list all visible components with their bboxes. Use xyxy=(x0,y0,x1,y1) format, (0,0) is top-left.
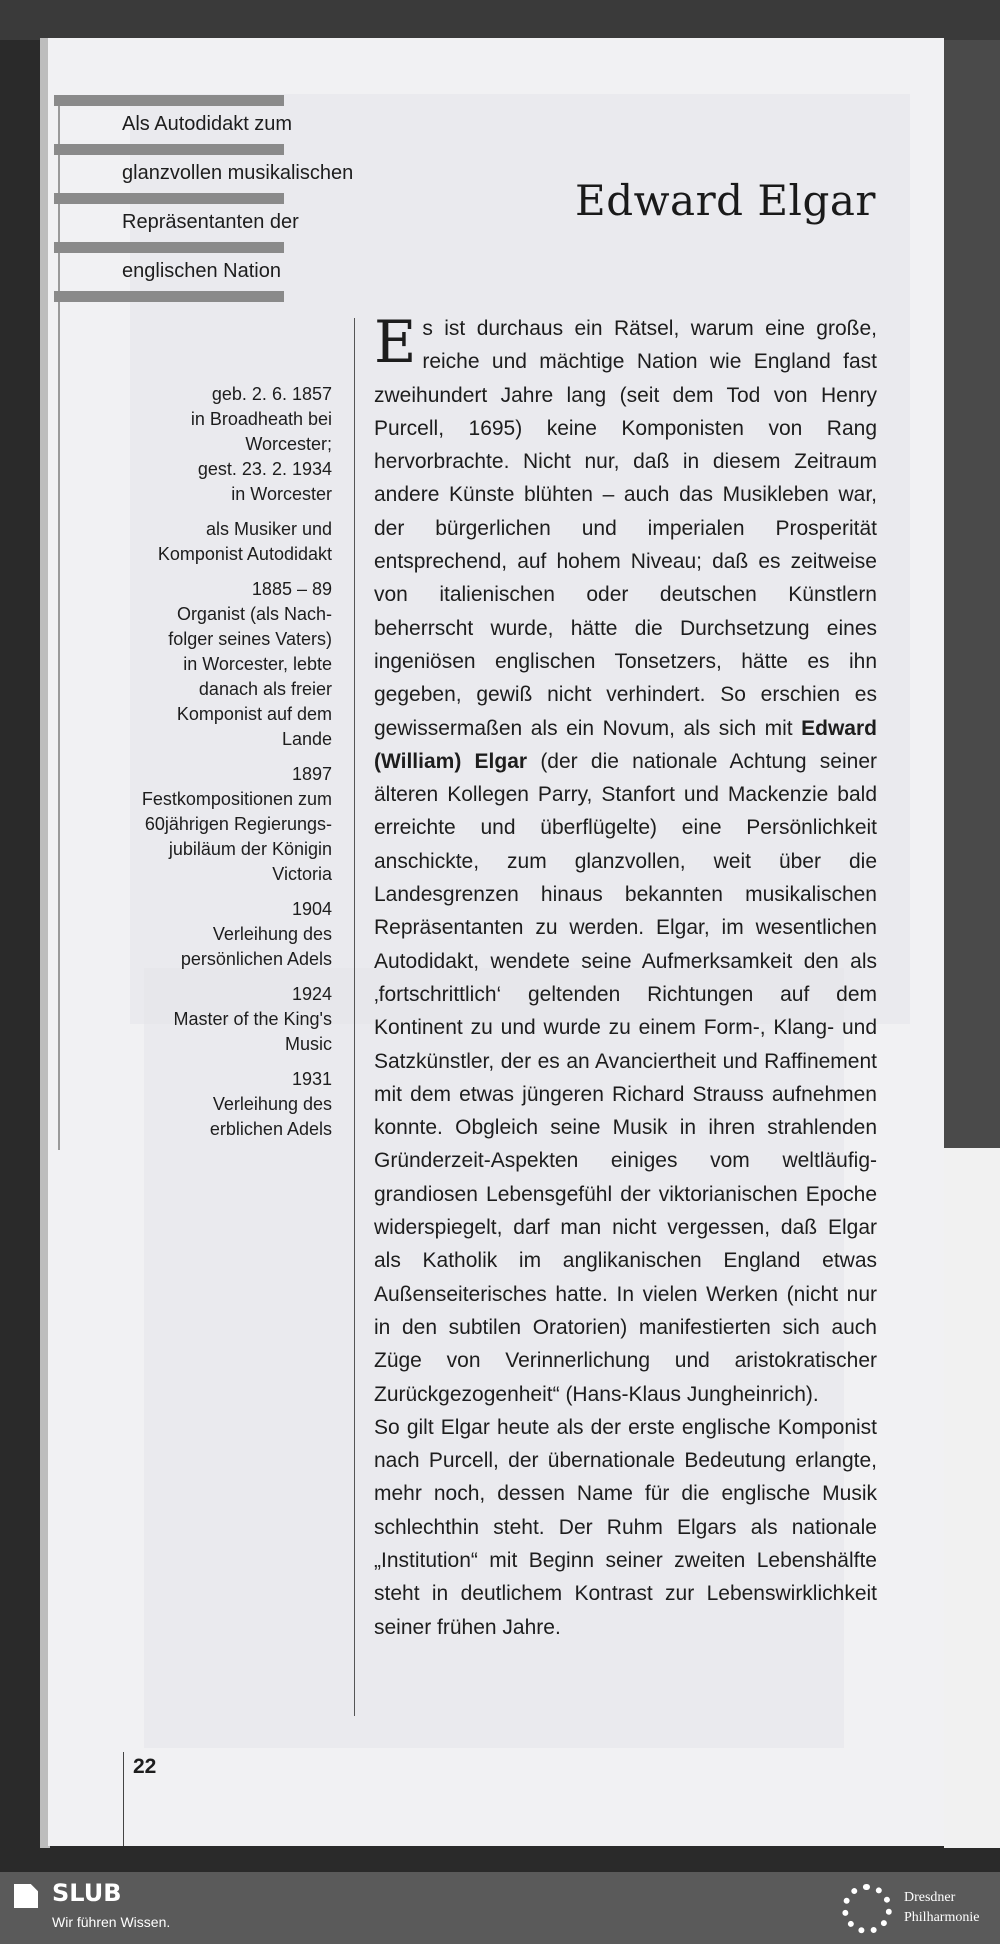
intro-stripe xyxy=(54,95,284,106)
intro-line: glanzvollen musikalischen xyxy=(122,162,354,184)
bio-year: 1904 xyxy=(291,899,332,919)
page-number-rule xyxy=(123,1752,124,1846)
body-text: s ist durchaus ein Rätsel, warum eine große, reiche und mächtige Nation wie England fast zweihundert Jahre lang (seit dem Tod von Henry Purcell, 1695) keine Komponisten von Rang hervorbrachte. Nicht nur, daß in diesem Zeitraum andere Künste blühten – auch das Musikleben war, der bürgerlichen und imperialen Prosperität entsprechend, auf hohem Niveau; daß es zeitweise von italienischen oder deutschen Künstlern beherrscht wurde, hätte die Durchsetzung eines ingeniösen englischen Tonsetzers, hätte es ihn gegeben, gewiß nicht verhindert. So erschien es gewissermaßen als ein Novum, als sich mit xyxy=(374,317,877,740)
bio-entry xyxy=(110,1067,332,1142)
library-tagline: Wir führen Wissen. xyxy=(52,1914,171,1930)
bio-entry xyxy=(110,577,332,752)
bio-entry xyxy=(110,762,332,887)
bio-year: 1897 xyxy=(291,764,332,784)
partner-name: Philharmonie xyxy=(904,1910,980,1925)
bio-year: 1924 xyxy=(291,984,332,1004)
drop-cap: E xyxy=(374,308,417,376)
intro-stripe xyxy=(54,193,284,204)
scan-background xyxy=(0,0,1000,40)
next-page-edge xyxy=(944,1148,1000,1848)
intro-stripe xyxy=(54,291,284,302)
composer-name: Edward (William) Elgar xyxy=(374,716,877,773)
page-number: 22 xyxy=(133,1755,157,1778)
bio-year: 1885 – 89 xyxy=(251,579,332,599)
article-body xyxy=(374,308,877,1644)
partner-name: Dresdner xyxy=(904,1890,956,1905)
library-name: SLUB xyxy=(52,1879,122,1907)
bio-entry xyxy=(110,897,332,972)
article-title: Edward Elgar xyxy=(575,176,876,225)
bio-entry xyxy=(110,517,332,567)
bio-text: Master of the King's Music xyxy=(173,1009,332,1054)
philharmonie-logo-icon xyxy=(842,1884,892,1934)
bio-text: Verleihung des persönlichen Adels xyxy=(180,924,332,969)
bio-text: als Musiker und Komponist Autodidakt xyxy=(157,519,332,564)
body-paragraph: So gilt Elgar heute als der erste englische Komponist nach Purcell, der übernationale Bedeutung erlangte, mehr noch, dessen Name für die englische Musik schlechthin steht. Der Ruhm Elgars als nationale „Institution“ mit Beginn seiner zweiten Lebenshälfte steht in deutlichem Kontrast zur Lebenswirklichkeit seiner frühen Jahre. xyxy=(374,1415,877,1639)
bio-year: 1931 xyxy=(291,1069,332,1089)
intro-stripe xyxy=(54,242,284,253)
intro-line: Repräsentanten der xyxy=(122,211,299,233)
margin-rule xyxy=(58,96,60,1150)
body-paragraph xyxy=(374,308,877,1411)
body-text: (der die nationale Achtung seiner älteren Kollegen Parry, Stanfort und Mackenzie bald erreichte und überflügelte) eine Persönlichkeit anschickte, zum glanzvollen, weit über die Landesgrenzen hinaus bekannten musikalischen Repräsentanten zu werden. Elgar, im wesentlichen Autodidakt, wendete seine Aufmerksamkeit den als ‚fortschrittlich‘ geltenden Richtungen auf dem Kontinent zu und wurde zu einem Form-, Klang- und Satzkünstler, der es an Avanciertheit und Raffinement mit dem etwas jüngeren Richard Strauss aufnehmen konnte. Obgleich seine Musik in ihren strahlenden Gründerzeit-Aspekten einiges vom weltläufig-grandiosen Lebensgefühl der viktorianischen Epoche widerspiegelt, darf man nicht vergessen, daß Elgar als Katholik im anglikanischen England etwas Außenseiterisches hatte. In vielen Werken (nicht nur in den subtilen Oratorien) manifestierten sich auch Züge von Verinnerlichung und aristokratischer Zurückgezogenheit“ (Hans-Klaus Jungheinrich). xyxy=(374,749,877,1406)
scan-margin-right xyxy=(944,40,1000,1148)
intro-line: Als Autodidakt zum xyxy=(122,113,293,135)
intro-line: englischen Nation xyxy=(122,260,281,282)
bio-entry xyxy=(110,382,332,507)
intro-stripe xyxy=(54,144,284,155)
bio-text: Verleihung des erblichen Adels xyxy=(209,1094,332,1139)
bio-entry xyxy=(110,982,332,1057)
bio-text: Festkompositionen zum 60jährigen Regierungs- jubiläum der Königin Victoria xyxy=(141,789,332,884)
bio-text: Organist (als Nach- folger seines Vaters) in Worcester, lebte danach als freier Komponist auf dem Lande xyxy=(168,604,332,749)
column-divider xyxy=(354,318,355,1716)
bio-text: geb. 2. 6. 1857 in Broadheath bei Worcester; gest. 23. 2. 1934 in Worcester xyxy=(190,384,332,504)
biography-sidebar xyxy=(110,382,332,1152)
